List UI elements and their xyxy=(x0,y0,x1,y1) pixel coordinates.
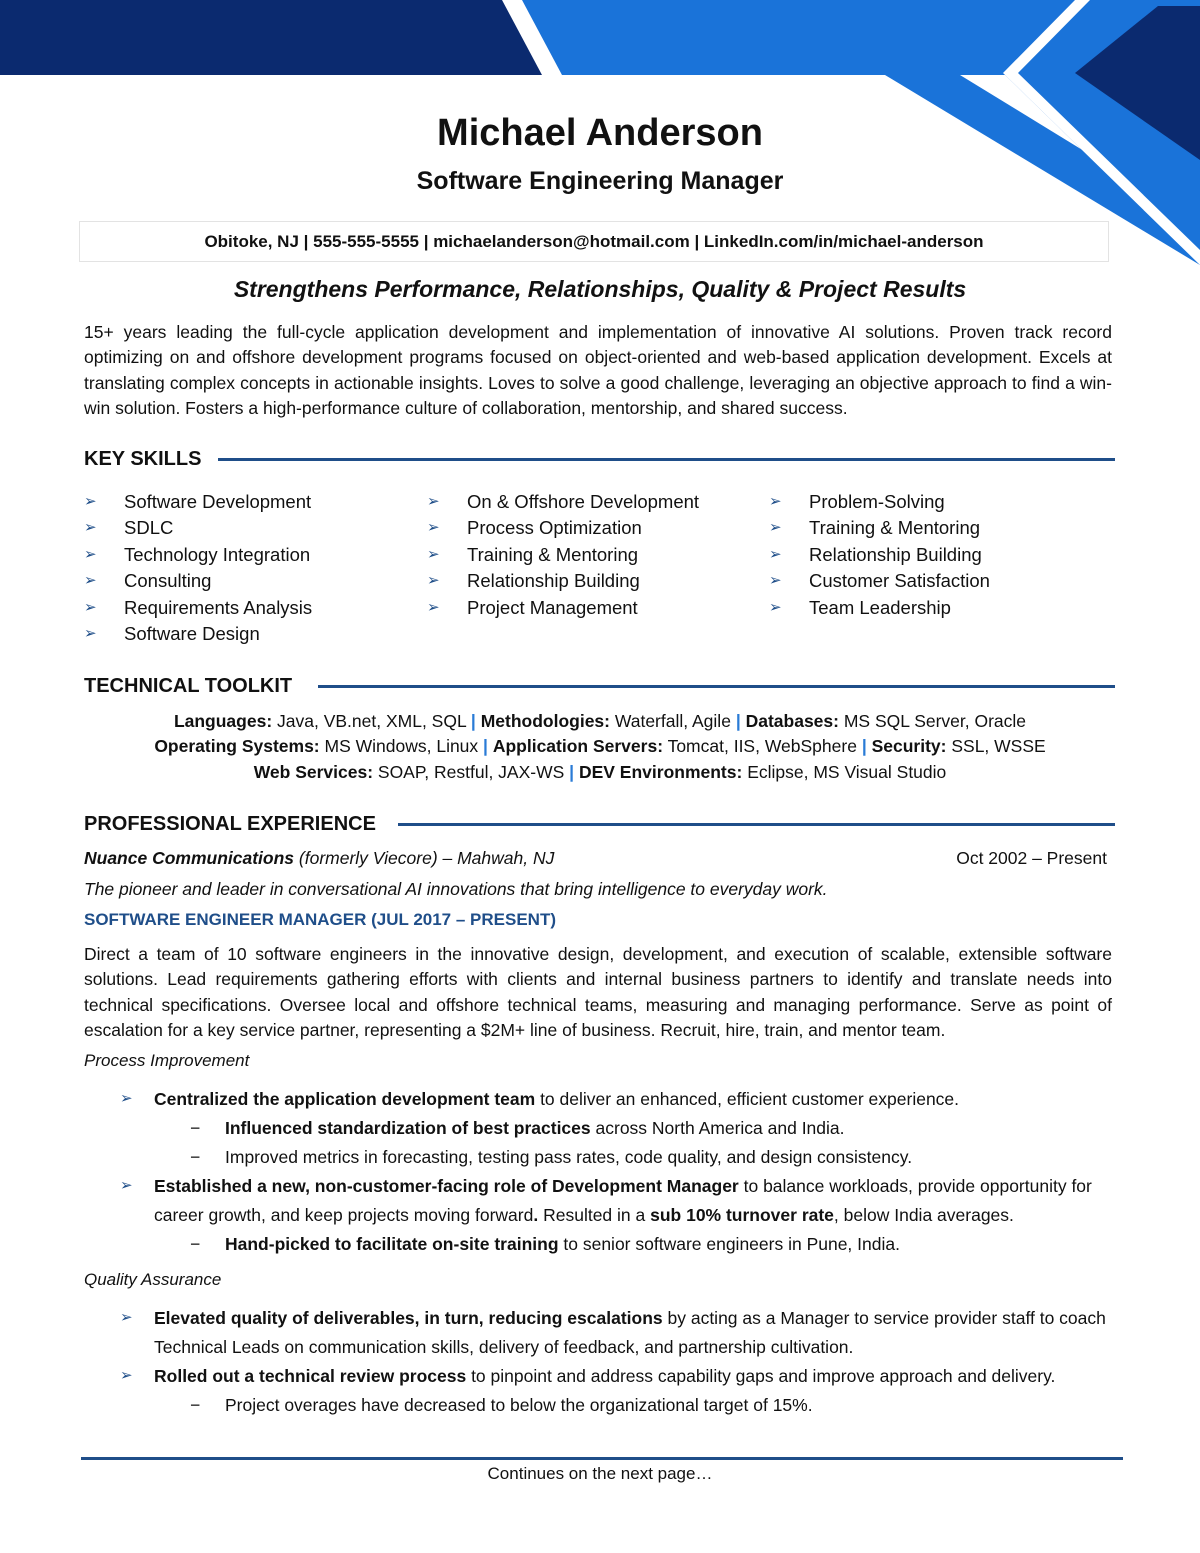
navy-banner-shape xyxy=(0,0,542,75)
toolkit-row xyxy=(0,734,1200,759)
role-title: SOFTWARE ENGINEER MANAGER (JUL 2017 – PRESENT) xyxy=(84,910,556,929)
achievement-sub-bullet: − Improved metrics in forecasting, testing pass rates, code quality, and design consistency. xyxy=(190,1143,1114,1172)
skill-item: ➢ Team Leadership xyxy=(769,595,990,621)
skill-item: ➢ Software Design xyxy=(84,621,312,647)
toolkit-label: DEV Environments: xyxy=(578,761,743,782)
section-heading-technical-toolkit: TECHNICAL TOOLKIT xyxy=(84,675,293,697)
toolkit-value: MS Windows, Linux xyxy=(319,736,479,757)
toolkit-label: Languages: xyxy=(173,711,273,731)
toolkit-value: Waterfall, Agile xyxy=(610,711,731,731)
arrow-right-icon: ➢ xyxy=(427,493,440,510)
skill-item: ➢ Problem-Solving xyxy=(769,489,990,515)
summary-text: 15+ years leading the full-cycle application development and implementation of innovative AI solutions. Proven track record optimizing on and offshore development programs focused on object-oriented and web-based application development. Excels at translating complex concepts in actionable insights. Loves to solve a good challenge, leveraging an objective approach to find a win-win solution. Fosters a high-performance culture of collaboration, mentorship, and shared success. xyxy=(84,322,1112,418)
toolkit-row xyxy=(0,760,1200,785)
skills-column-3 xyxy=(769,489,990,621)
achievement-bullet: ➢ Rolled out a technical review process to pinpoint and address capability gaps and improve approach and delivery. xyxy=(120,1362,1114,1391)
employer-line xyxy=(84,848,554,869)
arrow-right-icon: ➢ xyxy=(769,598,782,616)
toolkit-label: Web Services: xyxy=(253,761,374,782)
skill-item: ➢ Customer Satisfaction xyxy=(769,568,990,594)
achievement-sub-bullet: − Hand-picked to facilitate on-site training to senior software engineers in Pune, India. xyxy=(190,1230,1114,1259)
arrow-right-icon: ➢ xyxy=(84,598,97,616)
company-description: The pioneer and leader in conversational AI innovations that bring intelligence to everyday work. xyxy=(84,879,828,899)
skill-item: ➢ Consulting xyxy=(84,568,312,594)
toolkit-label: Methodologies: xyxy=(480,711,610,731)
arrow-right-icon: ➢ xyxy=(84,519,97,537)
toolkit-label: Security: xyxy=(871,736,947,757)
skill-item: ➢ Process Optimization xyxy=(427,515,699,541)
arrow-right-icon: ➢ xyxy=(84,493,97,510)
achievement-bullet: ➢ Elevated quality of deliverables, in turn, reducing escalations by acting as a Manager to service provider staff to coach Technical Leads on communication skills, delivery of feedback, and partnership cultivation. xyxy=(120,1304,1114,1361)
toolkit-separator: | xyxy=(569,761,575,782)
dash-icon: − xyxy=(190,1234,201,1254)
arrow-right-icon: ➢ xyxy=(84,625,97,643)
continuation-note: Continues on the next page… xyxy=(487,1464,713,1483)
arrow-right-icon: ➢ xyxy=(120,1177,133,1194)
skill-item: ➢ SDLC xyxy=(84,515,312,541)
achievement-sub-bullet: − Project overages have decreased to below the organizational target of 15%. xyxy=(190,1391,1114,1420)
toolkit-label: Application Servers: xyxy=(492,736,664,757)
summary-tagline: Strengthens Performance, Relationships, Quality & Project Results xyxy=(233,276,967,302)
arrow-right-icon: ➢ xyxy=(84,545,97,563)
toolkit-separator: | xyxy=(483,736,488,757)
company-location: (formerly Viecore) – Mahwah, NJ xyxy=(294,848,555,868)
toolkit-label: Databases: xyxy=(745,711,839,731)
achievement-bullet: ➢ Established a new, non-customer-facing role of Development Manager to balance workloads, provide opportunity for career growth, and keep projects moving forward. Resulted in a sub 10% turnover rate, below India averages. xyxy=(120,1172,1114,1229)
arrow-right-icon: ➢ xyxy=(769,519,782,537)
skill-item: ➢ Project Management xyxy=(427,595,699,621)
subheading-quality-assurance: Quality Assurance xyxy=(84,1270,222,1289)
arrow-right-icon: ➢ xyxy=(769,493,782,510)
section-heading-professional-experience: PROFESSIONAL EXPERIENCE xyxy=(84,813,376,835)
dash-icon: − xyxy=(190,1395,201,1415)
arrow-right-icon: ➢ xyxy=(84,572,97,590)
contact-line: Obitoke, NJ | 555-555-5555 | michaelanderson@hotmail.com | LinkedIn.com/in/michael-anderson xyxy=(79,221,1109,262)
section-rule xyxy=(318,685,1115,688)
arrow-right-icon: ➢ xyxy=(769,545,782,563)
skill-item: ➢ Software Development xyxy=(84,489,312,515)
candidate-name: Michael Anderson xyxy=(437,112,763,154)
toolkit-separator: | xyxy=(861,736,867,757)
arrow-right-icon: ➢ xyxy=(427,572,440,590)
toolkit-block xyxy=(0,709,1200,785)
toolkit-value: Tomcat, IIS, WebSphere xyxy=(663,736,857,757)
toolkit-separator: | xyxy=(735,711,741,731)
section-rule xyxy=(398,823,1115,826)
skills-column-2 xyxy=(427,489,699,621)
skills-column-1 xyxy=(84,489,312,647)
company-name: Nuance Communications xyxy=(84,848,295,868)
skill-item: ➢ Requirements Analysis xyxy=(84,595,312,621)
skill-item: ➢ Training & Mentoring xyxy=(427,542,699,568)
skill-item: ➢ Technology Integration xyxy=(84,542,312,568)
achievement-bullet: ➢ Centralized the application development team to deliver an enhanced, efficient customer experience. xyxy=(120,1085,1114,1114)
dash-icon: − xyxy=(190,1118,201,1138)
arrow-right-icon: ➢ xyxy=(120,1367,133,1384)
employment-dates: Oct 2002 – Present xyxy=(956,848,1107,868)
toolkit-value: SSL, WSSE xyxy=(946,736,1046,757)
achievement-sub-bullet: − Influenced standardization of best practices across North America and India. xyxy=(190,1114,1114,1143)
toolkit-separator: | xyxy=(470,711,476,731)
toolkit-value: Eclipse, MS Visual Studio xyxy=(742,761,947,782)
arrow-right-icon: ➢ xyxy=(427,598,440,616)
skill-item: ➢ Relationship Building xyxy=(769,542,990,568)
section-rule xyxy=(218,458,1115,461)
footer-rule xyxy=(81,1457,1123,1460)
arrow-right-icon: ➢ xyxy=(120,1090,133,1107)
skill-item: ➢ Relationship Building xyxy=(427,568,699,594)
dash-icon: − xyxy=(190,1147,201,1167)
toolkit-value: Java, VB.net, XML, SQL xyxy=(272,711,467,731)
arrow-right-icon: ➢ xyxy=(769,572,782,590)
toolkit-value: SOAP, Restful, JAX-WS xyxy=(373,761,565,782)
arrow-right-icon: ➢ xyxy=(120,1309,133,1326)
role-description: Direct a team of 10 software engineers in the innovative design, development, and execution of scalable, extensible software solutions. Lead requirements gathering efforts with clients and internal business partners to identify and translate needs into technical specifications. Oversee local and offshore technical teams, measuring and managing performance. Serve as point of escalation for a key service partner, representing a $2M+ line of business. Recruit, hire, train, and mentor team. xyxy=(84,944,1112,1040)
arrow-right-icon: ➢ xyxy=(427,545,440,563)
skill-item: ➢ Training & Mentoring xyxy=(769,515,990,541)
toolkit-value: MS SQL Server, Oracle xyxy=(838,711,1027,731)
subheading-process-improvement: Process Improvement xyxy=(84,1051,250,1070)
candidate-title: Software Engineering Manager xyxy=(416,167,784,195)
section-heading-key-skills: KEY SKILLS xyxy=(84,448,202,470)
toolkit-row xyxy=(0,709,1200,734)
arrow-right-icon: ➢ xyxy=(427,519,440,537)
skill-item: ➢ On & Offshore Development xyxy=(427,489,699,515)
toolkit-label: Operating Systems: xyxy=(154,736,320,757)
